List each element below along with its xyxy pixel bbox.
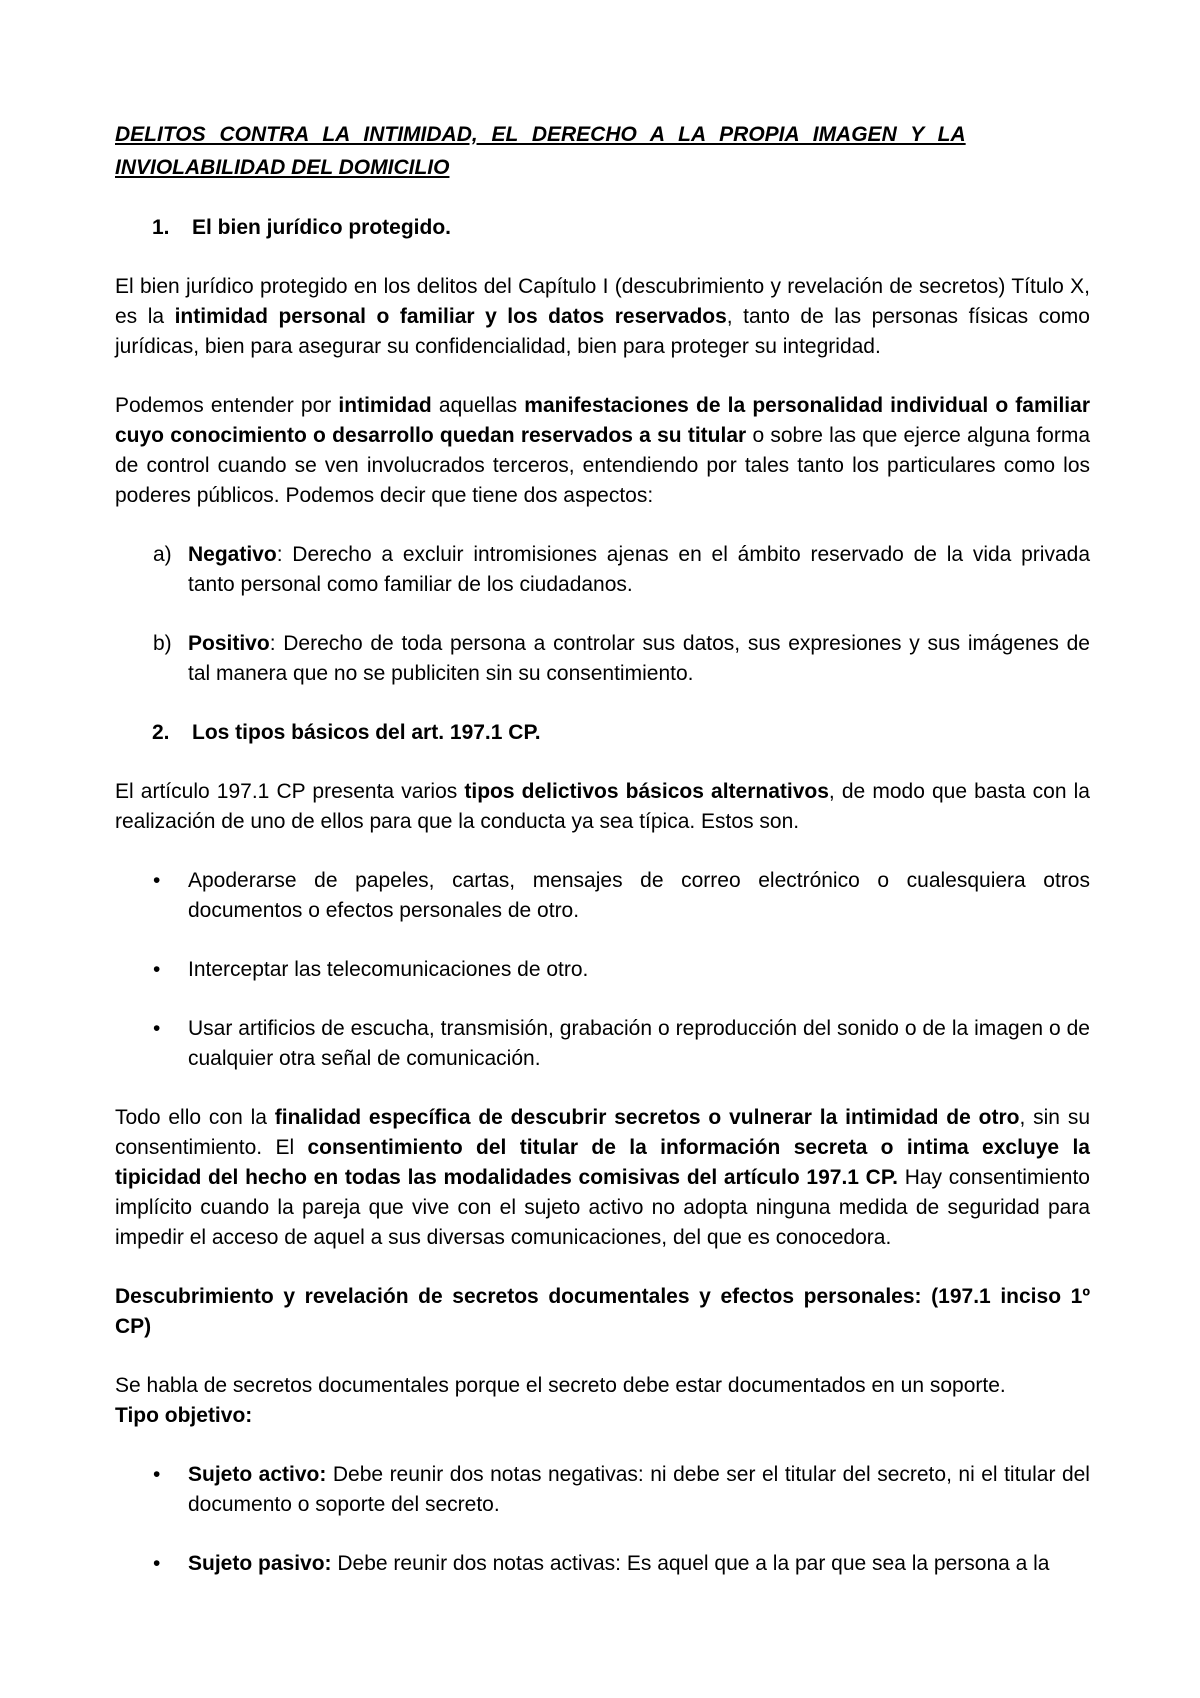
- list-item-label: Positivo: [188, 632, 270, 655]
- section-2-paragraph-1: El artículo 197.1 CP presenta varios tipos delictivos básicos alternativos, de modo que basta con la realización de uno de ellos para que la conducta ya sea típica. Estos son.: [115, 780, 1090, 833]
- document-body: [115, 118, 1090, 1579]
- section-2-paragraph-3: Se habla de secretos documentales porque el secreto debe estar documentados en un soporte. Tipo objetivo:: [115, 1374, 1006, 1427]
- section-1-paragraph-2: Podemos entender por intimidad aquellas manifestaciones de la personalidad individual o familiar cuyo conocimiento o desarrollo quedan reservados a su titular o sobre las que ejerce alguna forma de control cuando se ven involucrados terceros, entendiendo por tales tanto los particulares como los poderes públicos. Podemos decir que tiene dos aspectos:: [115, 394, 1090, 507]
- section-1-title: El bien jurídico protegido.: [192, 216, 452, 239]
- list-item: [115, 540, 1090, 600]
- bullet-item: [115, 1460, 1090, 1520]
- list-item-text: : Derecho de toda persona a controlar sus datos, sus expresiones y sus imágenes de tal manera que no se publiciten sin su consentimiento.: [188, 632, 1090, 685]
- list-marker: b): [153, 632, 172, 655]
- bullet-item: [115, 1014, 1090, 1074]
- bullet-text: Apoderarse de papeles, cartas, mensajes de correo electrónico o cualesquiera otros documentos o efectos personales de otro.: [188, 869, 1090, 922]
- section-2-title: Los tipos básicos del art. 197.1 CP.: [192, 721, 541, 744]
- bullet-icon: •: [153, 1017, 161, 1040]
- list-item-label: Negativo: [188, 543, 277, 566]
- section-2-paragraph-2: Todo ello con la finalidad específica de descubrir secretos o vulnerar la intimidad de otro, sin su consentimiento. El consentimiento del titular de la información secreta o intima excluye la tipicidad del hecho en todas las modalidades comisivas del artículo 197.1 CP. Hay consentimiento implícito cuando la pareja que vive con el sujeto activo no adopta ninguna medida de seguridad para impedir el acceso de aquel a sus diversas comunicaciones, del que es conocedora.: [115, 1106, 1090, 1249]
- bullet-text: Debe reunir dos notas negativas: ni debe ser el titular del secreto, ni el titular del documento o soporte del secreto.: [188, 1463, 1090, 1516]
- list-item-text: : Derecho a excluir intromisiones ajenas en el ámbito reservado de la vida privada tanto personal como familiar de los ciudadanos.: [188, 543, 1090, 596]
- bullet-text: Interceptar las telecomunicaciones de otro.: [188, 958, 589, 981]
- section-2-subheading: Descubrimiento y revelación de secretos documentales y efectos personales: (197.1 inciso 1º CP): [115, 1285, 1090, 1338]
- document-title: [115, 118, 1090, 184]
- bullet-item: [115, 955, 1090, 985]
- section-1-number: 1.: [152, 216, 170, 239]
- bullet-icon: •: [153, 1463, 161, 1486]
- section-1-heading: [115, 213, 1090, 243]
- section-2-number: 2.: [152, 721, 170, 744]
- bullet-icon: •: [153, 869, 161, 892]
- list-item: [115, 629, 1090, 689]
- section-2-heading: [115, 718, 1090, 748]
- section-1-paragraph-1: El bien jurídico protegido en los delitos del Capítulo I (descubrimiento y revelación de secretos) Título X, es la intimidad personal o familiar y los datos reservados, tanto de las personas físicas como jurídicas, bien para asegurar su confidencialidad, bien para proteger su integridad.: [115, 275, 1090, 358]
- bullet-text: Usar artificios de escucha, transmisión, grabación o reproducción del sonido o de la imagen o de cualquier otra señal de comunicación.: [188, 1017, 1090, 1070]
- bullet-item: [115, 1549, 1090, 1579]
- list-marker: a): [153, 543, 172, 566]
- bullet-icon: •: [153, 958, 161, 981]
- title-line-2: INVIOLABILIDAD DEL DOMICILIO: [115, 156, 450, 179]
- title-line-1: DELITOS CONTRA LA INTIMIDAD, EL DERECHO A LA PROPIA IMAGEN Y LA: [115, 123, 966, 146]
- bullet-icon: •: [153, 1552, 161, 1575]
- bullet-label: Sujeto pasivo:: [188, 1552, 332, 1575]
- bullet-item: [115, 866, 1090, 926]
- bullet-text: Debe reunir dos notas activas: Es aquel que a la par que sea la persona a la: [331, 1552, 1050, 1575]
- bullet-label: Sujeto activo:: [188, 1463, 327, 1486]
